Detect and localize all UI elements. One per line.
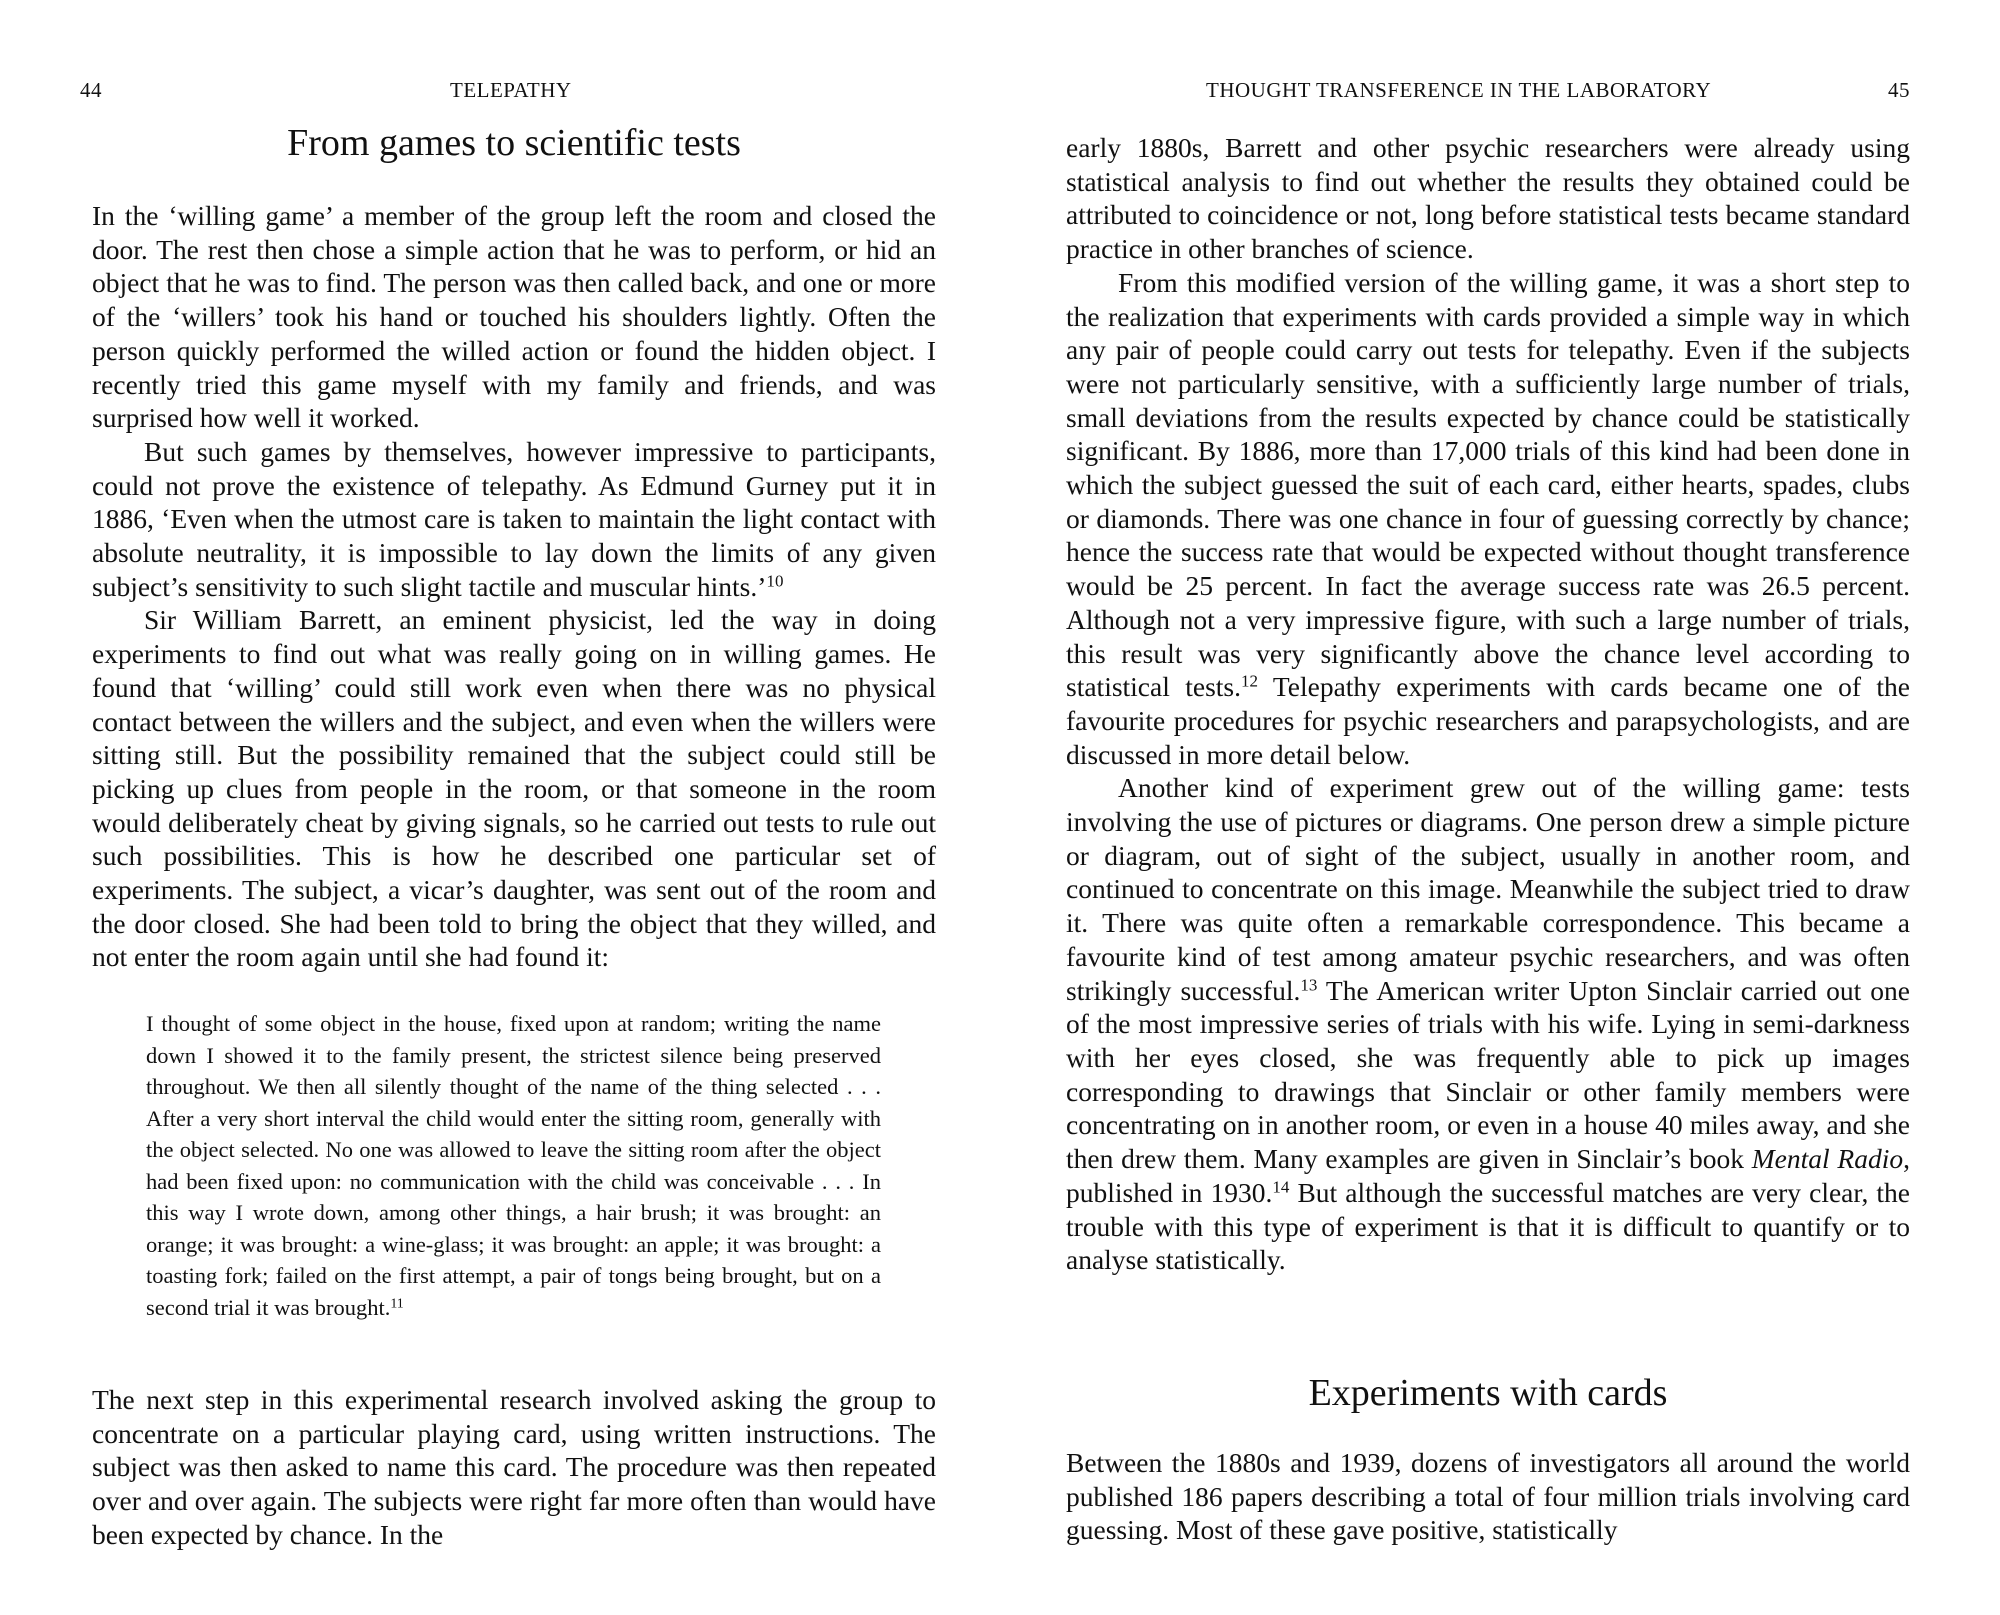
book-title: Mental Radio (1751, 1143, 1904, 1175)
paragraph: early 1880s, Barrett and other psychic researchers were already using statistical analysis to find out whether the results they obtained could be attributed to coincidence or not, long before statistical tests became standard practice in other branches of science. (1066, 132, 1910, 265)
left-page (80, 0, 936, 1615)
footnote-ref: 10 (766, 571, 784, 591)
right-running-header (1066, 78, 1910, 108)
right-page (1066, 0, 1910, 1615)
paragraph: The next step in this experimental research involved asking the group to concentrate on a particular playing card, using written instructions. The subject was then asked to name this card. The procedure was then repeated over and over again. The subjects were right far more often than would have been expected by chance. In the (92, 1384, 936, 1550)
left-body-text (92, 199, 936, 974)
footnote-ref: 13 (1300, 975, 1318, 995)
section-heading: Experiments with cards (1308, 1372, 1668, 1414)
paragraph: Another kind of experiment grew out of the willing game: tests involving the use of pictures or diagrams. One person drew a simple picture or diagram, out of sight of the subject, usually in another room, and continued to concentrate on this image. Meanwhile the subject tried to draw it. There was quite often a remarkable correspondence. This became a favourite kind of test among amateur psychic researchers, and was often strikingly successful.$^{13}$ The American writer Upton Sinclair carried out one of the most impressive series of trials with his wife. Lying in semi-darkness with her eyes closed, she was frequently able to pick up images corresponding to drawings that Sinclair or other family members were concentrating on in another room, or even in a house 40 miles away, and she then drew them. Many examples are given in Sinclair’s book Mental Radio, published in 1930.14 But although the successful matches are very clear, the trouble with this type of experiment is that it is difficult to quantify or to analyse statistically. (1066, 772, 1910, 1276)
paragraph: From this modified version of the willing game, it was a short step to the realization that experiments with cards provided a simple way in which any pair of people could carry out tests for telepathy. Even if the subjects were not particularly sensitive, with a sufficiently large number of trials, small deviations from the results expected by chance could be statistically significant. By 1886, more than 17,000 trials of this kind had been done in which the subject guessed the suit of each card, either hearts, spades, clubs or diamonds. There was one chance in four of guessing correctly by chance; hence the success rate that would be expected without thought transference would be 25 percent. In fact the average success rate was 26.5 percent. Although not a very impressive figure, with such a large number of trials, this result was very significantly above the chance level according to statistical tests.$^{12}$ Telepathy experiments with cards became one of the favourite procedures for psychic researchers and parapsychologists, and are discussed in more detail below. (1066, 266, 1910, 770)
running-head: TELEPATHY (450, 78, 572, 102)
footnote-ref: 14 (1272, 1177, 1290, 1197)
right-body-text (1066, 131, 1910, 1277)
left-body-text-continued (92, 1383, 936, 1552)
page-number: 44 (80, 78, 102, 102)
footnote-ref: 12 (1241, 671, 1259, 691)
page-number: 45 (1888, 78, 1910, 102)
paragraph: In the ‘willing game’ a member of the group left the room and closed the door. The rest then chose a simple action that he was to perform, or hid an object that he was to find. The person was then called back, and one or more of the ‘willers’ took his hand or touched his shoulders lightly. Often the person quickly performed the willed action or found the hidden object. I recently tried this game myself with my family and friends, and was surprised how well it worked. (92, 200, 936, 434)
block-quote: I thought of some object in the house, fixed upon at random; writing the name down I showed it to the family present, the strictest silence being preserved throughout. We then all silently thought of the name of the thing selected . . . After a very short interval the child would enter the sitting room, generally with the object selected. No one was allowed to leave the sitting room after the object had been fixed upon: no communication with the child was conceivable . . . In this way I wrote down, among other things, a hair brush; it was brought: an orange; it was brought: a wine-glass; it was brought: an apple; it was brought: a toasting fork; failed on the first attempt, a pair of tongs being brought, but on a second trial it was brought.$^{11}$ (146, 1011, 881, 1320)
paragraph: Sir William Barrett, an eminent physicist, led the way in doing experiments to find out what was really going on in willing games. He found that ‘willing’ could still work even when there was no physical contact between the willers and the subject, and even when the willers were sitting still. But the possibility remained that the subject could still be picking up clues from people in the room, or that someone in the room would deliberately cheat by giving signals, so he carried out tests to rule out such possibilities. This is how he described one particular set of experiments. The subject, a vicar’s daughter, was sent out of the room and the door closed. She had been told to bring the object that they willed, and not enter the room again until she had found it: (92, 604, 936, 973)
running-head: THOUGHT TRANSFERENCE IN THE LABORATORY (1206, 78, 1712, 102)
paragraph: Between the 1880s and 1939, dozens of investigators all around the world published 186 papers describing a total of four million trials involving card guessing. Most of these gave positive, statistically (1066, 1447, 1910, 1546)
footnote-ref: 11 (390, 1295, 404, 1311)
paragraph: But such games by themselves, however impressive to participants, could not prove the existence of telepathy. As Edmund Gurney put it in 1886, ‘Even when the utmost care is taken to maintain the light contact with absolute neutrality, it is impossible to lay down the limits of any given subject’s sensitivity to such slight tactile and muscular hints.’$^{10}$ (92, 435, 936, 602)
right-body-text-continued (1066, 1446, 1910, 1547)
section-heading: From games to scientific tests (287, 122, 741, 164)
left-running-header (80, 78, 936, 108)
